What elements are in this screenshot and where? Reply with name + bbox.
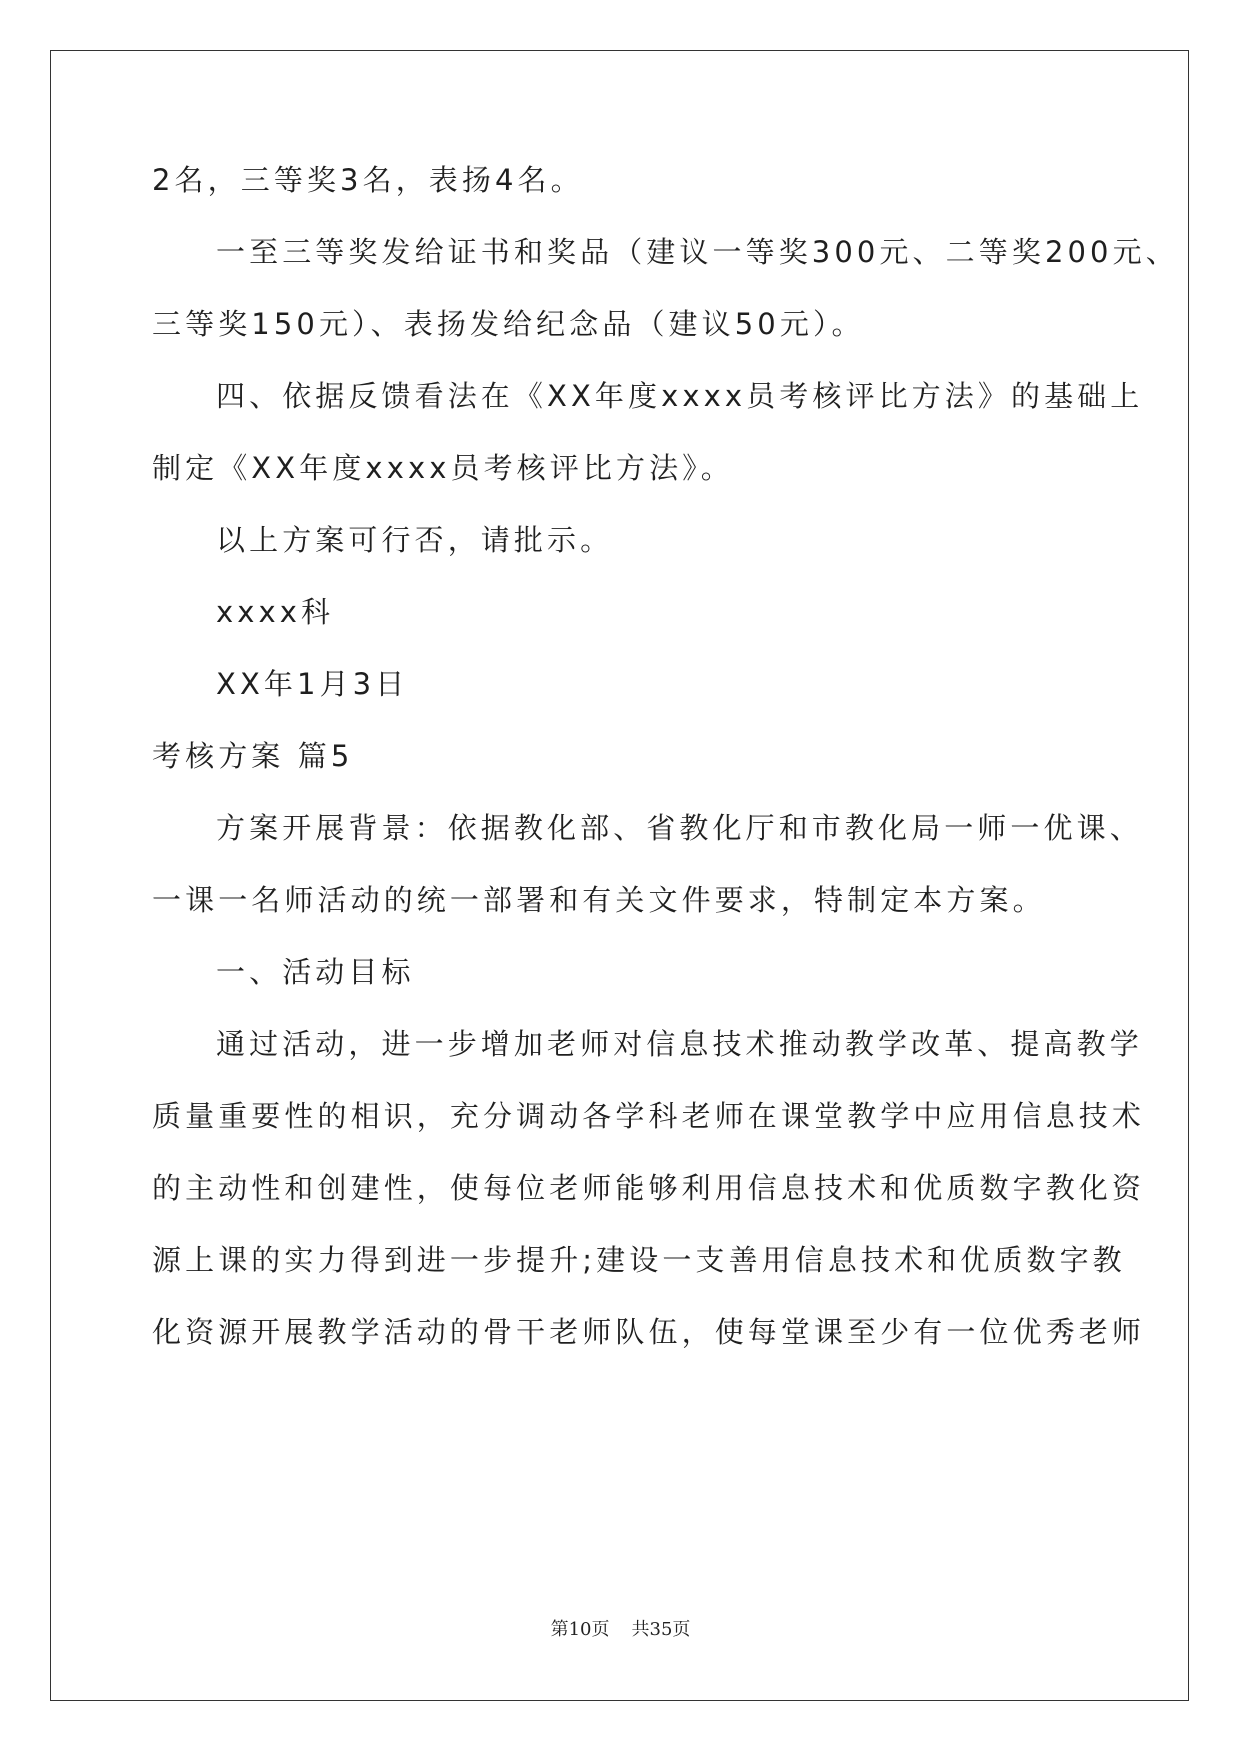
paragraph-line: 通过活动，进一步增加老师对信息技术推动教学改革、提高教学 <box>216 1027 1143 1061</box>
paragraph-line: 的主动性和创建性，使每位老师能够利用信息技术和优质数字教化资 <box>152 1171 1146 1205</box>
paragraph-line: 2名，三等奖3名，表扬4名。 <box>152 163 584 197</box>
paragraph-line: 化资源开展教学活动的骨干老师队伍，使每堂课至少有一位优秀老师 <box>152 1315 1146 1349</box>
subsection-heading: 一、活动目标 <box>216 955 415 989</box>
paragraph-line: 一至三等奖发给证书和奖品（建议一等奖300元、二等奖200元、 <box>216 235 1179 269</box>
paragraph-line: 一课一名师活动的统一部署和有关文件要求，特制定本方案。 <box>152 883 1046 917</box>
page-footer <box>0 1615 1241 1641</box>
department-signature: xxxx科 <box>216 595 335 629</box>
page-total: 共35页 <box>631 1619 691 1640</box>
paragraph-line: 以上方案可行否，请批示。 <box>216 523 614 557</box>
page-number: 第10页 <box>550 1619 610 1640</box>
paragraph-line: 四、依据反馈看法在《XX年度xxxx员考核评比方法》的基础上 <box>216 379 1144 413</box>
paragraph-line: 制定《XX年度xxxx员考核评比方法》。 <box>152 451 734 485</box>
section-heading: 考核方案 篇5 <box>152 739 354 773</box>
document-date: XX年1月3日 <box>216 667 409 701</box>
paragraph-line: 方案开展背景：依据教化部、省教化厅和市教化局一师一优课、 <box>216 811 1143 845</box>
page-border <box>50 50 1189 1701</box>
paragraph-line: 源上课的实力得到进一步提升;建设一支善用信息技术和优质数字教 <box>152 1243 1126 1277</box>
paragraph-line: 质量重要性的相识，充分调动各学科老师在课堂教学中应用信息技术 <box>152 1099 1146 1133</box>
paragraph-line: 三等奖150元）、表扬发给纪念品（建议50元）。 <box>152 307 865 341</box>
